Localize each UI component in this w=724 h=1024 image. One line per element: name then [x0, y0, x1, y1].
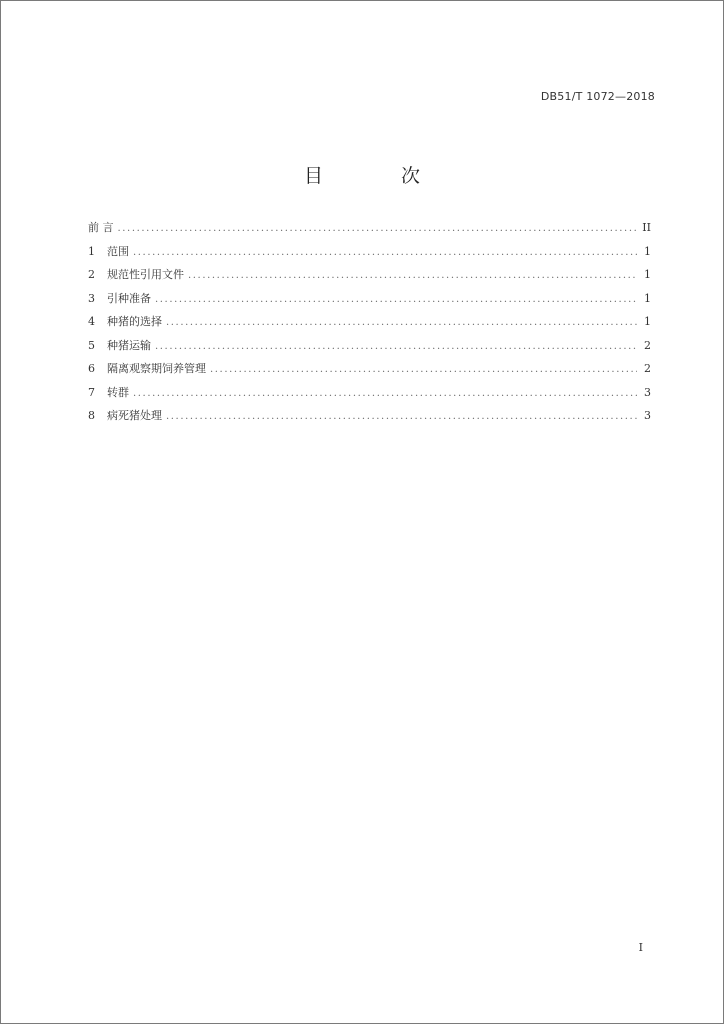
toc-entry-label: 种猪运输: [107, 338, 151, 352]
toc-entry-label: 转群: [107, 385, 129, 399]
page-number: I: [638, 941, 643, 954]
toc-entry-page: 1: [644, 291, 651, 305]
toc-entry-normative-references[interactable]: [88, 267, 651, 291]
page-title: 目 次: [303, 165, 457, 187]
toc-entry-page: 3: [644, 385, 651, 399]
toc-leader-dots: [210, 362, 637, 378]
toc-entry-page: 1: [644, 268, 651, 281]
toc-entry-quarantine-management[interactable]: [88, 361, 651, 385]
toc-entry-page: 2: [644, 362, 651, 375]
toc-entry-number: 5: [88, 338, 95, 352]
toc-entry-label: 引种准备: [107, 291, 151, 305]
toc-leader-dots: [188, 268, 637, 284]
toc-entry-label: 范围: [107, 244, 129, 258]
toc-entry-number: 8: [88, 409, 95, 422]
toc-entry-label: 前 言: [88, 221, 114, 234]
toc-entry-label: 病死猪处理: [107, 409, 162, 422]
toc-entry-number: 1: [88, 244, 95, 258]
toc-leader-dots: [133, 245, 637, 261]
toc-entry-page: II: [642, 221, 651, 234]
toc-leader-dots: [166, 409, 637, 425]
toc-leader-dots: [155, 292, 637, 308]
toc-leader-dots: [155, 339, 637, 355]
toc-entry-breeding-pig-transport[interactable]: [88, 338, 651, 362]
toc-entry-introduction-preparation[interactable]: [88, 291, 651, 315]
toc-entry-page: 1: [644, 244, 651, 258]
toc-entry-page: 2: [644, 338, 651, 352]
toc-entry-label: 种猪的选择: [107, 315, 162, 328]
toc-entry-number: 3: [88, 291, 95, 305]
toc-entry-dead-pig-disposal[interactable]: [88, 408, 651, 432]
document-code: DB51/T 1072—2018: [540, 90, 655, 103]
toc-entry-page: 3: [644, 409, 651, 422]
toc-entry-number: 6: [88, 362, 95, 375]
toc-entry-scope[interactable]: [88, 244, 651, 268]
toc-entry-breeding-pig-selection[interactable]: [88, 314, 651, 338]
toc-entry-number: 4: [88, 315, 95, 328]
toc-entry-number: 7: [88, 385, 95, 399]
table-of-contents: [88, 220, 651, 432]
toc-entry-page: 1: [644, 315, 651, 328]
toc-entry-herd-transfer[interactable]: [88, 385, 651, 409]
toc-leader-dots: [166, 315, 637, 331]
toc-entry-label: 规范性引用文件: [107, 268, 184, 281]
toc-leader-dots: [118, 221, 638, 237]
toc-leader-dots: [133, 386, 637, 402]
toc-entry-foreword[interactable]: [88, 220, 651, 244]
toc-entry-number: 2: [88, 268, 95, 281]
toc-entry-label: 隔离观察期饲养管理: [107, 362, 206, 375]
